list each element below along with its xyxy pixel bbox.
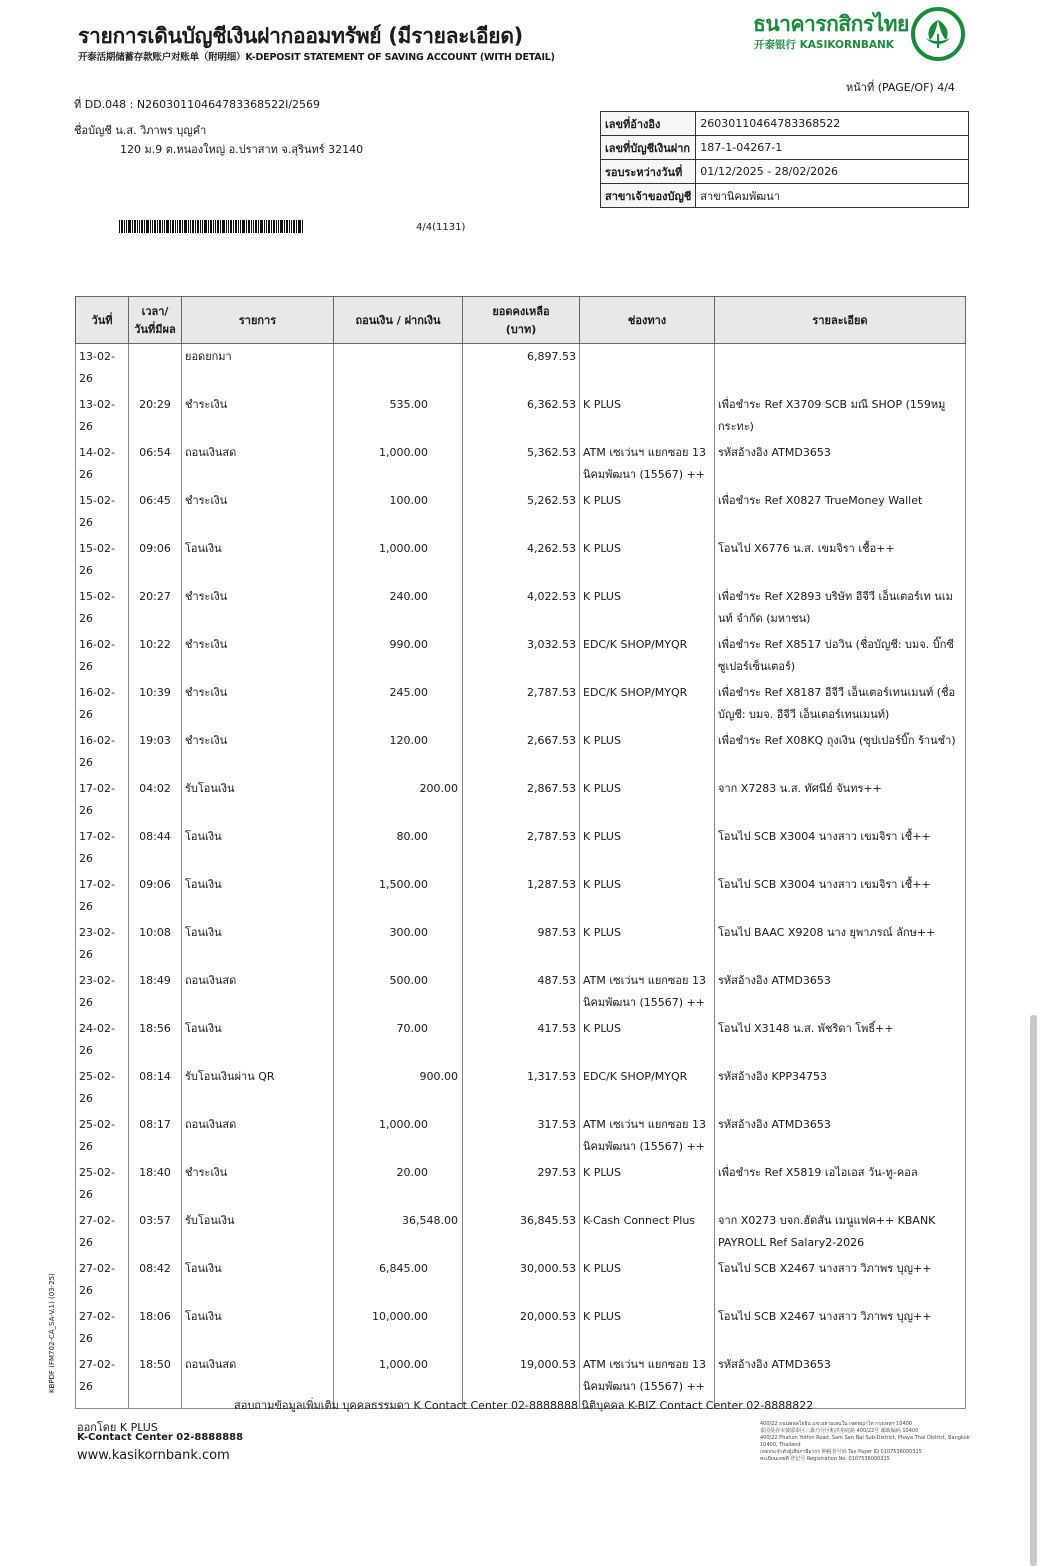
table-row (76, 584, 966, 632)
table-row (76, 1256, 966, 1304)
table-row (76, 776, 966, 824)
row-balance: 487.53 (463, 968, 580, 1016)
row-detail: รหัสอ้างอิง ATMD3653 (715, 440, 966, 488)
row-channel: K PLUS (580, 728, 715, 776)
row-description: ชำระเงิน (182, 728, 334, 776)
info-label: สาขาเจ้าของบัญชี (601, 184, 696, 208)
row-channel: EDC/K SHOP/MYQR (580, 1064, 715, 1112)
row-description: ยอดยกมา (182, 344, 334, 393)
info-row-account-number (601, 136, 969, 160)
row-description: ถอนเงินสด (182, 1112, 334, 1160)
row-description: ชำระเงิน (182, 680, 334, 728)
row-channel: EDC/K SHOP/MYQR (580, 680, 715, 728)
row-withdraw: 20.00 (334, 1160, 463, 1208)
row-date: 24-02-26 (76, 1016, 129, 1064)
row-date: 25-02-26 (76, 1064, 129, 1112)
row-date: 17-02-26 (76, 776, 129, 824)
row-channel: ATM เซเว่นฯ แยกซอย 13 นิคมพัฒนา (15567) ++ (580, 1352, 715, 1409)
row-withdraw: 1,000.00 (334, 1352, 463, 1409)
row-detail: โอนไป SCB X2467 นางสาว วิภาพร บุญ++ (715, 1256, 966, 1304)
barcode-icon (119, 220, 303, 233)
row-detail: รหัสอ้างอิง ATMD3653 (715, 1112, 966, 1160)
table-row (76, 680, 966, 728)
row-date: 27-02-26 (76, 1256, 129, 1304)
row-withdraw (334, 344, 463, 393)
row-channel: K PLUS (580, 1256, 715, 1304)
row-date: 27-02-26 (76, 1304, 129, 1352)
info-value: 26030110464783368522 (696, 112, 969, 136)
kasikorn-logo-icon (910, 6, 966, 62)
info-label: เลขที่บัญชีเงินฝาก (601, 136, 696, 160)
row-channel: K PLUS (580, 776, 715, 824)
row-date: 16-02-26 (76, 632, 129, 680)
row-description: ถอนเงินสด (182, 968, 334, 1016)
row-balance: 30,000.53 (463, 1256, 580, 1304)
row-description: โอนเงิน (182, 1016, 334, 1064)
table-row (76, 1208, 966, 1256)
row-date: 16-02-26 (76, 728, 129, 776)
row-balance: 19,000.53 (463, 1352, 580, 1409)
row-time: 18:06 (129, 1304, 182, 1352)
statement-title-en: 开泰活期储蓄存款账户对账单（附明细）K-DEPOSIT STATEMENT OF SAVING ACCOUNT (WITH DETAIL) (78, 52, 555, 63)
row-withdraw: 70.00 (334, 1016, 463, 1064)
row-detail: เพื่อชำระ Ref X8517 บ่อวิน (ชื่อบัญชี: บมจ. บิ๊กซี ซูเปอร์เซ็นเตอร์) (715, 632, 966, 680)
address-line: เลขประจำตัวผู้เสียภาษีอากร 纳税者号码 Tax Payer ID 0107536000315 (760, 1449, 922, 1455)
row-balance: 2,867.53 (463, 776, 580, 824)
row-withdraw: 100.00 (334, 488, 463, 536)
table-row (76, 1304, 966, 1352)
row-description: ชำระเงิน (182, 392, 334, 440)
row-description: รับโอนเงิน (182, 1208, 334, 1256)
row-withdraw: 1,000.00 (334, 440, 463, 488)
row-withdraw: 990.00 (334, 632, 463, 680)
row-time: 08:14 (129, 1064, 182, 1112)
website-link[interactable]: www.kasikornbank.com (77, 1448, 230, 1463)
row-time: 03:57 (129, 1208, 182, 1256)
row-channel: K PLUS (580, 872, 715, 920)
address-line: 泰国曼谷市披耶泰区三森乃分区帕洪裕庭路 400/22号 邮政编码 10400 (760, 1428, 919, 1434)
row-channel: K PLUS (580, 920, 715, 968)
row-description: ถอนเงินสด (182, 1352, 334, 1409)
row-withdraw: 245.00 (334, 680, 463, 728)
table-row (76, 872, 966, 920)
info-value: สาขานิคมพัฒนา (696, 184, 969, 208)
row-detail: จาก X7283 น.ส. ทัศนีย์ จันทร++ (715, 776, 966, 824)
row-withdraw: 535.00 (334, 392, 463, 440)
row-channel: K PLUS (580, 392, 715, 440)
row-description: รับโอนเงินผ่าน QR (182, 1064, 334, 1112)
table-row (76, 1064, 966, 1112)
info-row-period (601, 160, 969, 184)
row-time: 10:22 (129, 632, 182, 680)
table-row (76, 728, 966, 776)
table-row (76, 392, 966, 440)
row-channel: K-Cash Connect Plus (580, 1208, 715, 1256)
row-detail: โอนไป BAAC X9208 นาง ยุพาภรณ์ ลักษ++ (715, 920, 966, 968)
row-balance: 2,667.53 (463, 728, 580, 776)
transaction-table (75, 296, 966, 1409)
col-header-description: รายการ (182, 297, 334, 344)
row-date: 15-02-26 (76, 536, 129, 584)
row-date: 25-02-26 (76, 1112, 129, 1160)
row-balance: 36,845.53 (463, 1208, 580, 1256)
bank-address (760, 1421, 970, 1463)
batch-number: 4/4(1131) (416, 222, 466, 233)
row-withdraw: 200.00 (334, 776, 463, 824)
row-time: 06:54 (129, 440, 182, 488)
table-row (76, 1160, 966, 1208)
row-balance: 6,897.53 (463, 344, 580, 393)
row-detail: โอนไป X6776 น.ส. เขมจิรา เชื้อ++ (715, 536, 966, 584)
row-description: โอนเงิน (182, 1256, 334, 1304)
row-detail: โอนไป SCB X2467 นางสาว วิภาพร บุญ++ (715, 1304, 966, 1352)
row-channel: K PLUS (580, 1016, 715, 1064)
row-time (129, 344, 182, 393)
row-date: 27-02-26 (76, 1208, 129, 1256)
row-channel: K PLUS (580, 1160, 715, 1208)
row-channel: EDC/K SHOP/MYQR (580, 632, 715, 680)
row-detail (715, 344, 966, 393)
row-channel: K PLUS (580, 488, 715, 536)
page-number: หน้าที่ (PAGE/OF) 4/4 (846, 81, 955, 94)
row-time: 08:44 (129, 824, 182, 872)
row-description: โอนเงิน (182, 1304, 334, 1352)
row-date: 15-02-26 (76, 488, 129, 536)
row-balance: 2,787.53 (463, 824, 580, 872)
row-date: 13-02-26 (76, 344, 129, 393)
row-channel: K PLUS (580, 1304, 715, 1352)
table-row (76, 920, 966, 968)
account-name: ชื่อบัญชี น.ส. วิภาพร บุญคำ (74, 124, 207, 137)
row-balance: 2,787.53 (463, 680, 580, 728)
row-time: 10:08 (129, 920, 182, 968)
row-balance: 1,317.53 (463, 1064, 580, 1112)
table-row (76, 632, 966, 680)
table-row (76, 440, 966, 488)
row-description: ชำระเงิน (182, 1160, 334, 1208)
row-description: ชำระเงิน (182, 584, 334, 632)
row-time: 18:40 (129, 1160, 182, 1208)
info-row-branch (601, 184, 969, 208)
row-balance: 5,362.53 (463, 440, 580, 488)
row-channel: K PLUS (580, 584, 715, 632)
row-date: 23-02-26 (76, 968, 129, 1016)
table-row (76, 1016, 966, 1064)
row-date: 17-02-26 (76, 824, 129, 872)
row-date: 17-02-26 (76, 872, 129, 920)
row-channel (580, 344, 715, 393)
table-row (76, 1112, 966, 1160)
info-label: รอบระหว่างวันที่ (601, 160, 696, 184)
row-channel: K PLUS (580, 824, 715, 872)
row-balance: 987.53 (463, 920, 580, 968)
row-description: ถอนเงินสด (182, 440, 334, 488)
row-time: 09:06 (129, 872, 182, 920)
col-header-time: เวลา/ วันที่มีผล (129, 297, 182, 344)
row-balance: 317.53 (463, 1112, 580, 1160)
info-value: 01/12/2025 - 28/02/2026 (696, 160, 969, 184)
row-detail: รหัสอ้างอิง ATMD3653 (715, 1352, 966, 1409)
row-time: 18:50 (129, 1352, 182, 1409)
row-detail: เพื่อชำระ Ref X5819 เอไอเอส วัน-ทู-คอล (715, 1160, 966, 1208)
table-row (76, 824, 966, 872)
row-time: 06:45 (129, 488, 182, 536)
row-withdraw: 36,548.00 (334, 1208, 463, 1256)
row-withdraw: 80.00 (334, 824, 463, 872)
row-description: ชำระเงิน (182, 632, 334, 680)
row-time: 20:27 (129, 584, 182, 632)
bank-name-en: 开泰银行 KASIKORNBANK (754, 39, 894, 51)
row-detail: เพื่อชำระ Ref X0827 TrueMoney Wallet (715, 488, 966, 536)
row-detail: โอนไป SCB X3004 นางสาว เขมจิรา เชื้++ (715, 872, 966, 920)
row-detail: รหัสอ้างอิง ATMD3653 (715, 968, 966, 1016)
row-balance: 297.53 (463, 1160, 580, 1208)
row-time: 09:06 (129, 536, 182, 584)
col-header-balance: ยอดคงเหลือ (บาท) (463, 297, 580, 344)
row-withdraw: 500.00 (334, 968, 463, 1016)
row-detail: จาก X0273 บจก.ฮัดสัน เมนูแฟค++ KBANK PAYROLL Ref Salary2-2026 (715, 1208, 966, 1256)
issued-by: ออกโดย K PLUS (77, 1421, 158, 1434)
table-row (76, 968, 966, 1016)
row-withdraw: 1,000.00 (334, 536, 463, 584)
row-date: 27-02-26 (76, 1352, 129, 1409)
row-time: 08:42 (129, 1256, 182, 1304)
row-date: 14-02-26 (76, 440, 129, 488)
row-time: 04:02 (129, 776, 182, 824)
row-date: 13-02-26 (76, 392, 129, 440)
account-info-table (600, 111, 969, 208)
contact-center: K-Contact Center 02-8888888 (77, 1432, 244, 1443)
row-time: 10:39 (129, 680, 182, 728)
row-date: 15-02-26 (76, 584, 129, 632)
col-header-amount: ถอนเงิน / ฝากเงิน (334, 297, 463, 344)
statement-title-th: รายการเดินบัญชีเงินฝากออมทรัพย์ (มีรายละเอียด) (78, 24, 523, 48)
row-description: โอนเงิน (182, 920, 334, 968)
row-time: 18:56 (129, 1016, 182, 1064)
row-detail: โอนไป X3148 น.ส. พัชริดา โพธิ์++ (715, 1016, 966, 1064)
col-header-channel: ช่องทาง (580, 297, 715, 344)
info-row-reference (601, 112, 969, 136)
row-date: 16-02-26 (76, 680, 129, 728)
row-time: 08:17 (129, 1112, 182, 1160)
row-balance: 4,262.53 (463, 536, 580, 584)
table-row (76, 344, 966, 393)
row-channel: ATM เซเว่นฯ แยกซอย 13 นิคมพัฒนา (15567) ++ (580, 1112, 715, 1160)
account-address: 120 ม.9 ต.หนองใหญ่ อ.ปราสาท จ.สุรินทร์ 32140 (120, 143, 364, 156)
document-number: ที่ DD.048 : N26030110464783368522I/2569 (74, 98, 321, 111)
row-withdraw: 1,500.00 (334, 872, 463, 920)
row-detail: เพื่อชำระ Ref X8187 อีจีวี เอ็นเตอร์เทนเมนท์ (ชื่อ บัญชี: บมจ. อีจีวี เอ็นเตอร์เทนเมนท์) (715, 680, 966, 728)
row-description: โอนเงิน (182, 872, 334, 920)
col-header-date: วันที่ (76, 297, 129, 344)
info-value: 187-1-04267-1 (696, 136, 969, 160)
scrollbar[interactable] (1030, 1015, 1037, 1566)
row-balance: 3,032.53 (463, 632, 580, 680)
address-line: 400/22 ถนนพหลโยธิน แขวงสามเสนใน เขตพญาไท กรุงเทพฯ 10400 (760, 1421, 912, 1427)
address-line: 400/22 Phahon Yothin Road, Sam Sen Nai Sub-District, Phaya Thai District, Bangkok 10400, Thailand (760, 1435, 970, 1448)
row-date: 23-02-26 (76, 920, 129, 968)
row-detail: เพื่อชำระ Ref X08KQ ถุงเงิน (ซุปเปอร์บิ๊ก ร้านชำ) (715, 728, 966, 776)
row-balance: 5,262.53 (463, 488, 580, 536)
row-detail: โอนไป SCB X3004 นางสาว เขมจิรา เชื้++ (715, 824, 966, 872)
row-time: 18:49 (129, 968, 182, 1016)
row-channel: ATM เซเว่นฯ แยกซอย 13 นิคมพัฒนา (15567) ++ (580, 440, 715, 488)
row-balance: 417.53 (463, 1016, 580, 1064)
row-balance: 6,362.53 (463, 392, 580, 440)
row-detail: เพื่อชำระ Ref X3709 SCB มณี SHOP (159หมู กระทะ) (715, 392, 966, 440)
table-header-row (76, 297, 966, 344)
row-balance: 4,022.53 (463, 584, 580, 632)
table-row (76, 536, 966, 584)
transaction-rows (76, 344, 966, 1409)
row-date: 25-02-26 (76, 1160, 129, 1208)
table-row (76, 488, 966, 536)
row-description: รับโอนเงิน (182, 776, 334, 824)
row-description: ชำระเงิน (182, 488, 334, 536)
row-time: 19:03 (129, 728, 182, 776)
row-description: โอนเงิน (182, 824, 334, 872)
contact-info: สอบถามข้อมูลเพิ่มเติม บุคคลธรรมดา K Contact Center 02-8888888 นิติบุคคล K-BIZ Contact Center 02-8888822 (234, 1399, 814, 1412)
row-withdraw: 10,000.00 (334, 1304, 463, 1352)
row-description: โอนเงิน (182, 536, 334, 584)
row-withdraw: 300.00 (334, 920, 463, 968)
row-channel: ATM เซเว่นฯ แยกซอย 13 นิคมพัฒนา (15567) ++ (580, 968, 715, 1016)
row-balance: 1,287.53 (463, 872, 580, 920)
info-label: เลขที่อ้างอิง (601, 112, 696, 136)
row-withdraw: 1,000.00 (334, 1112, 463, 1160)
row-time: 20:29 (129, 392, 182, 440)
bank-name-th: ธนาคารกสิกรไทย (753, 12, 909, 36)
row-withdraw: 900.00 (334, 1064, 463, 1112)
col-header-detail: รายละเอียด (715, 297, 966, 344)
address-line: ทะเบียนเลขที่ 登记号 Registration No. 0107536000315 (760, 1456, 890, 1462)
row-detail: รหัสอ้างอิง KPP34753 (715, 1064, 966, 1112)
row-withdraw: 240.00 (334, 584, 463, 632)
row-detail: เพื่อชำระ Ref X2893 บริษัท อีจีวี เอ็นเตอร์เท นเมนท์ จำกัด (มหาชน) (715, 584, 966, 632)
row-withdraw: 6,845.00 (334, 1256, 463, 1304)
row-balance: 20,000.53 (463, 1304, 580, 1352)
form-code: KBPDF (FM702-CA_SA-V.1) (03-25) (48, 1273, 56, 1393)
row-channel: K PLUS (580, 536, 715, 584)
row-withdraw: 120.00 (334, 728, 463, 776)
